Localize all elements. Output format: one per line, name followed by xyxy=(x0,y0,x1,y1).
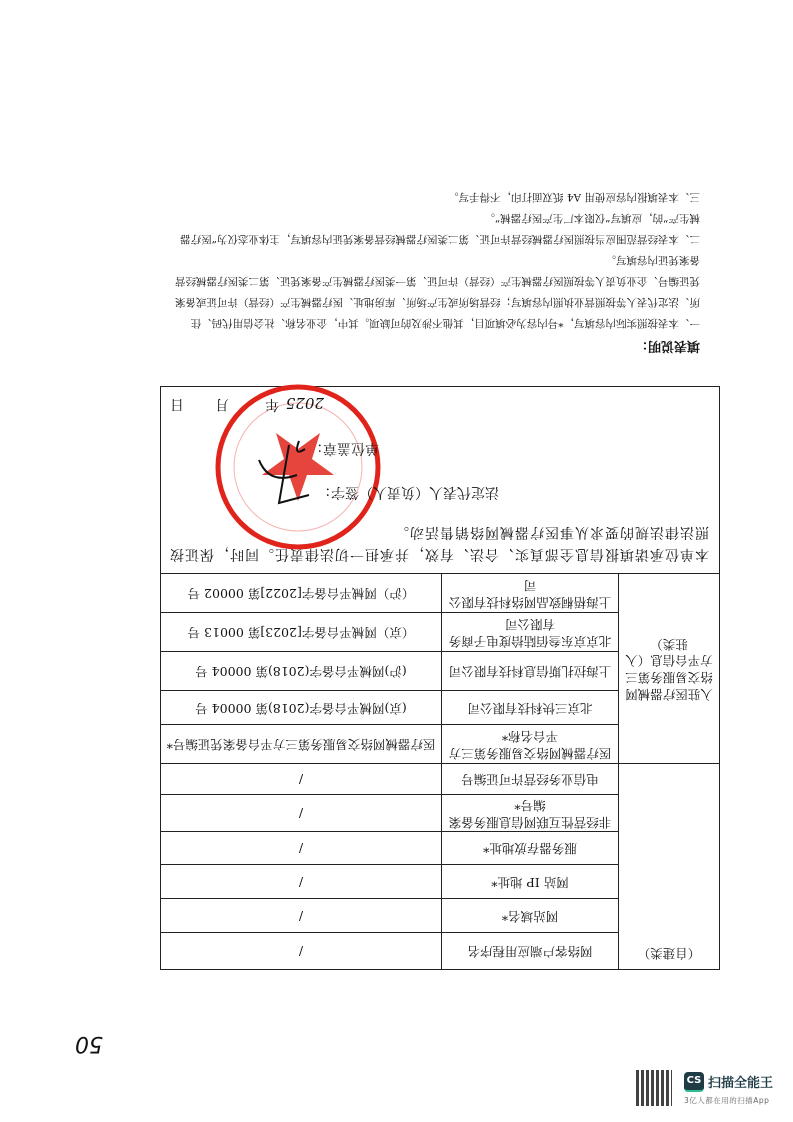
platform-name: 北京三快科技有限公司 xyxy=(442,691,619,725)
instruction-item: 一、本表按照实际内容填写，*号内容为必填项目，其他不涉及的可缺项。其中，企业名称、社会信用代码、住所、法定代表人等按照营业执照内容填写；经营场所或生产场所、库房地址、医疗器械生产（经营）许可证或备案凭证编号、企业负责人等按照医疗器械生产（经营）许可证、第一类医疗器械生产备案凭证、第二类医疗器械经营备案凭证内容填写。 xyxy=(175,254,700,329)
platform-cert: （沪）网械平台备字[2022]第 00002 号 xyxy=(161,574,442,613)
filling-instructions xyxy=(175,186,700,356)
category-platform: 入驻医疗器械网络交易服务第三方平台信息（入驻类） xyxy=(619,574,720,764)
statement-row xyxy=(161,387,720,574)
platform-name: 上海拉扎斯信息科技有限公司 xyxy=(442,652,619,691)
row-label: 网络客户端应用程序名 xyxy=(442,933,619,970)
row-value: / xyxy=(161,865,442,899)
row-label: 电信业务经营许可证编号 xyxy=(442,764,619,795)
seal-label: 单位盖章： xyxy=(309,440,379,456)
watermark-tagline: 3亿人都在用的扫描App xyxy=(684,1096,770,1105)
row-label: 服务器存放地址* xyxy=(442,832,619,865)
table-row xyxy=(161,933,720,970)
platform-cert: (京)网械平台备字(2018)第 00004 号 xyxy=(161,691,442,725)
row-value: / xyxy=(161,795,442,832)
platform-cert: （京）网械平台备字[2023]第 00013 号 xyxy=(161,613,442,652)
camscanner-logo-icon: CS xyxy=(684,1072,704,1092)
qr-code-icon xyxy=(636,1070,672,1106)
row-value: / xyxy=(161,764,442,795)
row-value: / xyxy=(161,933,442,970)
day-label: 日 xyxy=(170,396,184,412)
month-label: 月 xyxy=(215,396,229,412)
header-label: 医疗器械网络交易服务第三方平台名称* xyxy=(442,725,619,764)
instructions-title: 填表说明： xyxy=(634,338,700,353)
statement-cell xyxy=(161,387,720,574)
camscanner-watermark xyxy=(628,1068,788,1114)
row-label: 非经营性互联网信息服务备案编号* xyxy=(442,795,619,832)
platform-cert: (沪)网械平台备字(2018)第 00004 号 xyxy=(161,652,442,691)
signature-label: 法定代表人（负责人）签字： xyxy=(317,484,499,500)
registration-form-table xyxy=(160,386,720,970)
handwritten-page-number: 50 xyxy=(75,1031,103,1056)
year-label: 年 xyxy=(265,396,279,412)
statement-text: 本单位承诺填报信息全部真实、合法、有效，并承担一切法律责任。同时，保证按照法律法规的要求从事医疗器械网络销售活动。 xyxy=(169,524,709,562)
platform-name: 上海梧桐致品网络科技有限公司 xyxy=(442,574,619,613)
header-value: 医疗器械网络交易服务第三方平台备案凭证编号* xyxy=(161,725,442,764)
row-label: 网站域名* xyxy=(442,899,619,933)
category-self-built: （自建类） xyxy=(619,764,720,970)
row-value: / xyxy=(161,832,442,865)
watermark-app-name: 扫描全能王 xyxy=(708,1076,774,1091)
platform-name: 北京京东叁佰陆拾度电子商务有限公司 xyxy=(442,613,619,652)
row-value: / xyxy=(161,899,442,933)
instruction-item: 二、本表经营范围应当按照医疗器械经营许可证、第二类医疗器械经营备案凭证内容填写，主体业态仅为“医疗器械生产”的，应填写“仅限本厂生产医疗器械”。 xyxy=(180,212,700,245)
row-label: 网站 IP 地址* xyxy=(442,865,619,899)
instruction-item: 三、本表填报内容应使用 A4 纸双面打印，不得手写。 xyxy=(448,191,700,203)
date-year: 2025 xyxy=(285,394,324,412)
table-header-row xyxy=(161,725,720,764)
